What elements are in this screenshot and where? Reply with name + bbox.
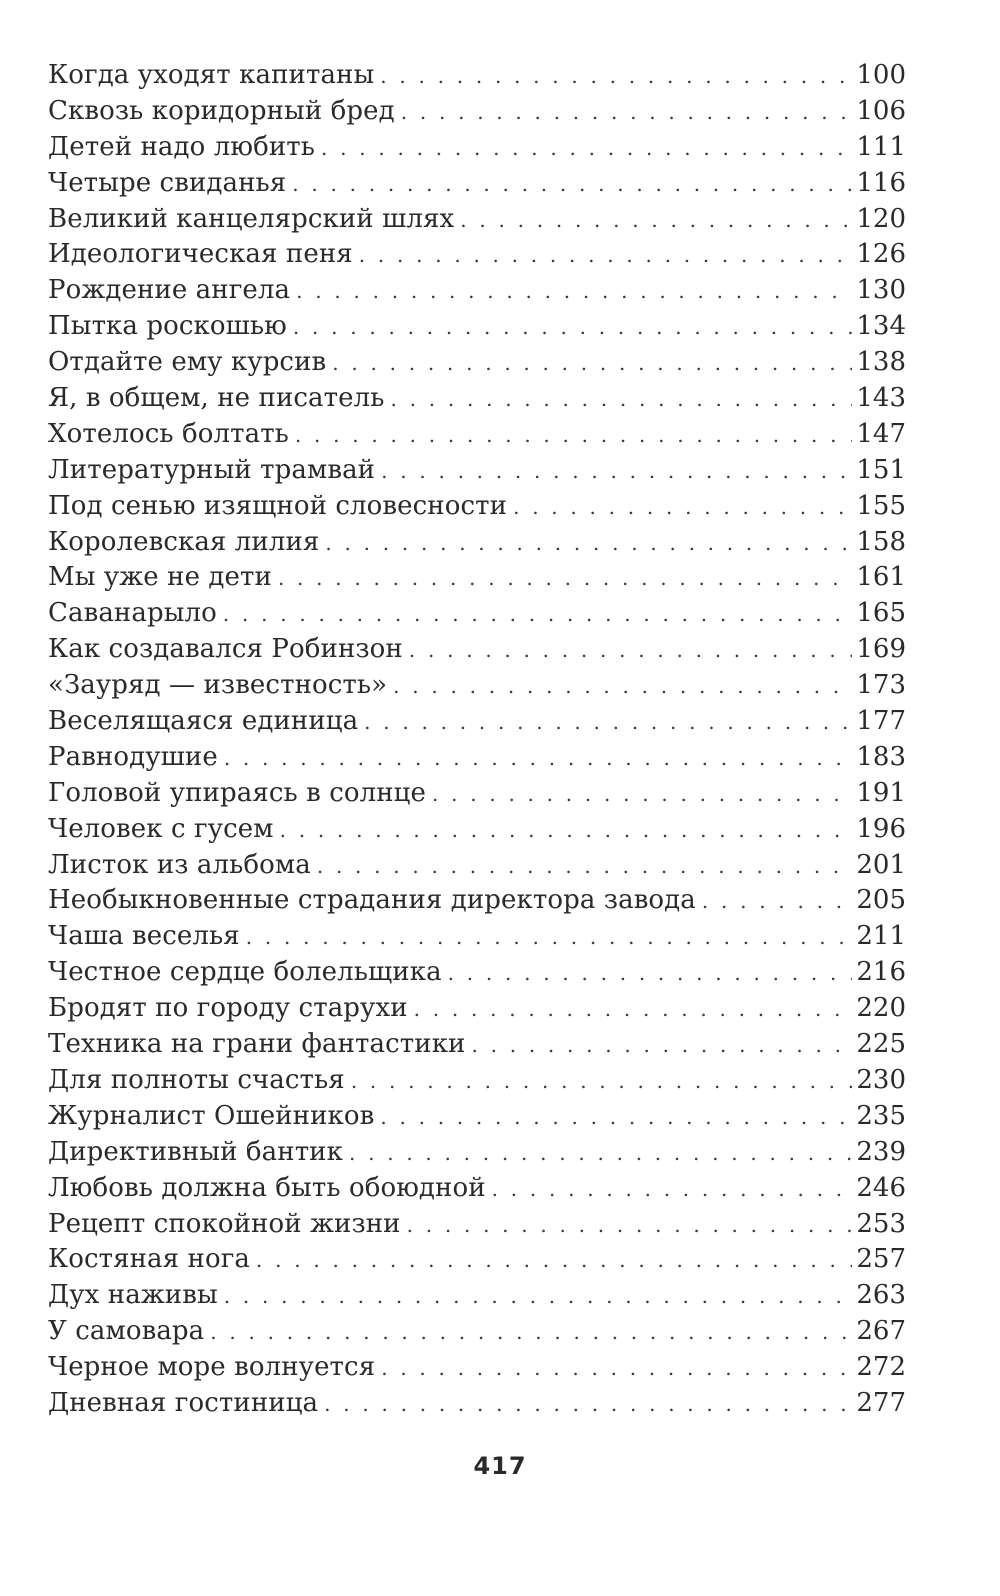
toc-dot-leader <box>513 490 852 526</box>
toc-entry-page: 225 <box>856 1029 906 1060</box>
page-number: 417 <box>473 1452 527 1480</box>
toc-entry-title: Костяная нога <box>48 1244 251 1275</box>
toc-entry <box>48 596 906 632</box>
toc-entry-title: Литературный трамвай <box>48 454 376 485</box>
toc-dot-leader <box>414 992 853 1028</box>
toc-dot-leader <box>471 1028 852 1064</box>
toc-entry-title: У самовара <box>48 1316 205 1347</box>
toc-entry-page: 126 <box>856 239 906 270</box>
toc-entry <box>48 668 906 704</box>
toc-dot-leader <box>223 597 852 633</box>
toc-entry-page: 253 <box>856 1208 906 1239</box>
toc-dot-leader <box>321 131 852 167</box>
toc-entry <box>48 489 906 525</box>
toc-entry-title: Пытка роскошью <box>48 311 287 342</box>
toc-entry-title: Головой упираясь в солнце <box>48 777 426 808</box>
toc-dot-leader <box>324 1387 852 1423</box>
toc-dot-leader <box>364 705 852 741</box>
toc-dot-leader <box>381 1351 852 1387</box>
toc-entry <box>48 1242 906 1278</box>
toc-entry-page: 116 <box>856 167 906 198</box>
toc-entry <box>48 740 906 776</box>
toc-entry-page: 155 <box>856 490 906 521</box>
toc-entry-page: 235 <box>856 1100 906 1131</box>
toc-entry-page: 100 <box>856 60 906 90</box>
toc-dot-leader <box>246 920 853 956</box>
toc-entry-page: 173 <box>856 670 906 701</box>
toc-entry-title: Рождение ангела <box>48 275 291 306</box>
toc-dot-leader <box>296 274 852 310</box>
toc-dot-leader <box>393 669 852 705</box>
toc-entry <box>48 1171 906 1207</box>
toc-entry <box>48 130 906 166</box>
toc-dot-leader <box>349 1136 852 1172</box>
toc-entry <box>48 453 906 489</box>
toc-entry <box>48 58 906 94</box>
toc-entry <box>48 704 906 740</box>
toc-entry-page: 267 <box>856 1316 906 1347</box>
toc-entry-title: Четыре свиданья <box>48 167 287 198</box>
toc-entry <box>48 237 906 273</box>
toc-entry-page: 147 <box>856 418 906 449</box>
toc-dot-leader <box>293 310 852 346</box>
toc-dot-leader <box>280 813 853 849</box>
toc-entry <box>48 1063 906 1099</box>
toc-entry-page: 230 <box>856 1064 906 1095</box>
toc-entry-title: Хотелось болтать <box>48 418 289 449</box>
toc-entry-title: Под сенью изящной словесности <box>48 490 508 521</box>
toc-entry-title: Как создавался Робинзон <box>48 634 403 665</box>
toc-entry-title: Дневная гостиница <box>48 1387 319 1418</box>
toc-dot-leader <box>460 203 852 239</box>
toc-dot-leader <box>702 884 852 920</box>
toc-entry-page: 277 <box>856 1387 906 1418</box>
toc-entry-page: 151 <box>856 454 906 485</box>
toc-dot-leader <box>224 1279 853 1315</box>
toc-entry-page: 196 <box>856 813 906 844</box>
toc-entry-page: 130 <box>856 275 906 306</box>
toc-entry-page: 177 <box>856 706 906 737</box>
toc-entry-page: 106 <box>856 95 906 126</box>
toc-entry <box>48 166 906 202</box>
toc-dot-leader <box>325 526 852 562</box>
toc-entry-page: 263 <box>856 1280 906 1311</box>
toc-entry <box>48 381 906 417</box>
toc-entry-page: 211 <box>856 921 906 952</box>
toc-dot-leader <box>391 382 853 418</box>
toc-entry-page: 120 <box>856 203 906 234</box>
toc-dot-leader <box>380 1100 852 1136</box>
toc-dot-leader <box>401 95 853 131</box>
toc-entry-title: Веселящаяся единица <box>48 706 359 737</box>
toc-entry-title: Для полноты счастья <box>48 1064 345 1095</box>
toc-entry <box>48 1314 906 1350</box>
toc-dot-leader <box>432 777 852 813</box>
toc-entry <box>48 94 906 130</box>
toc-entry-title: Сквозь коридорный бред <box>48 95 395 126</box>
toc-entry <box>48 202 906 238</box>
toc-entry-title: Королевская лилия <box>48 526 320 557</box>
toc-entry-title: «Зауряд — известность» <box>48 670 388 701</box>
toc-entry-page: 205 <box>856 885 906 916</box>
toc-entry-title: Детей надо любить <box>48 131 316 162</box>
toc-dot-leader <box>351 1064 853 1100</box>
toc-entry-page: 165 <box>856 598 906 629</box>
toc-entry <box>48 991 906 1027</box>
toc-entry <box>48 560 906 596</box>
toc-entry-page: 183 <box>856 741 906 772</box>
toc-entry-page: 216 <box>856 957 906 988</box>
toc-entry-page: 239 <box>856 1136 906 1167</box>
toc-dot-leader <box>409 633 853 669</box>
toc-entry-title: Любовь должна быть обоюдной <box>48 1172 486 1203</box>
toc-dot-leader <box>381 454 852 490</box>
toc-entry-title: Человек с гусем <box>48 813 274 844</box>
toc-entry <box>48 273 906 309</box>
toc-entry <box>48 955 906 991</box>
toc-dot-leader <box>359 238 853 274</box>
toc-dot-leader <box>256 1243 852 1279</box>
toc-entry <box>48 1278 906 1314</box>
toc-entry-title: Я, в общем, не писатель <box>48 383 385 414</box>
toc-entry <box>48 632 906 668</box>
toc-entry <box>48 417 906 453</box>
toc-entry-title: Дух наживы <box>48 1280 218 1311</box>
toc-dot-leader <box>380 59 852 95</box>
toc-entry-title: Честное сердце болельщика <box>48 957 442 988</box>
toc-entry-page: 201 <box>856 849 906 880</box>
toc-entry <box>48 1386 906 1422</box>
toc-entry-page: 169 <box>856 634 906 665</box>
toc-dot-leader <box>448 956 853 992</box>
toc-entry-title: Равнодушие <box>48 741 218 772</box>
toc-dot-leader <box>332 346 852 382</box>
toc-dot-leader <box>295 418 852 454</box>
toc-entry-title: Черное море волнуется <box>48 1352 376 1383</box>
toc-dot-leader <box>292 167 852 203</box>
toc-entry-page: 220 <box>856 993 906 1024</box>
toc-dot-leader <box>317 849 853 885</box>
toc-entry-title: Великий канцелярский шлях <box>48 203 455 234</box>
toc-entry-page: 143 <box>856 383 906 414</box>
toc-entry-page: 134 <box>856 311 906 342</box>
toc-entry <box>48 1207 906 1243</box>
toc-entry <box>48 1027 906 1063</box>
toc-entry <box>48 1135 906 1171</box>
toc-entry <box>48 1099 906 1135</box>
toc-entry-page: 138 <box>856 347 906 378</box>
toc-entry <box>48 848 906 884</box>
toc-entry-title: Листок из альбома <box>48 849 311 880</box>
toc-dot-leader <box>278 561 852 597</box>
toc-entry <box>48 919 906 955</box>
toc-entry <box>48 345 906 381</box>
toc-entry <box>48 883 906 919</box>
toc-entry-title: Отдайте ему курсив <box>48 347 327 378</box>
toc-entry <box>48 776 906 812</box>
toc-entry-title: Бродят по городу старухи <box>48 993 408 1024</box>
toc-entry <box>48 1350 906 1386</box>
toc-entry-page: 191 <box>856 777 906 808</box>
toc-entry-title: Необыкновенные страдания директора завода <box>48 885 696 916</box>
toc-entry-page: 111 <box>856 131 906 162</box>
toc-entry-page: 272 <box>856 1352 906 1383</box>
toc-entry-title: Идеологическая пеня <box>48 239 353 270</box>
toc-entry-page: 246 <box>856 1172 906 1203</box>
toc-entry <box>48 812 906 848</box>
table-of-contents <box>48 58 906 1422</box>
toc-dot-leader <box>210 1315 852 1351</box>
toc-entry-title: Техника на грани фантастики <box>48 1029 466 1060</box>
toc-dot-leader <box>407 1208 853 1244</box>
toc-entry-title: Рецепт спокойной жизни <box>48 1208 401 1239</box>
toc-entry-title: Мы уже не дети <box>48 562 272 593</box>
toc-entry <box>48 525 906 561</box>
toc-entry-title: Журналист Ошейников <box>48 1100 375 1131</box>
toc-dot-leader <box>224 741 853 777</box>
toc-dot-leader <box>492 1172 853 1208</box>
toc-entry-title: Саванарыло <box>48 598 217 629</box>
toc-entry-title: Директивный бантик <box>48 1136 343 1167</box>
toc-entry-title: Чаша веселья <box>48 921 240 952</box>
toc-entry-page: 257 <box>856 1244 906 1275</box>
toc-entry <box>48 309 906 345</box>
toc-entry-page: 161 <box>856 562 906 593</box>
toc-entry-page: 158 <box>856 526 906 557</box>
toc-entry-title: Когда уходят капитаны <box>48 60 375 90</box>
